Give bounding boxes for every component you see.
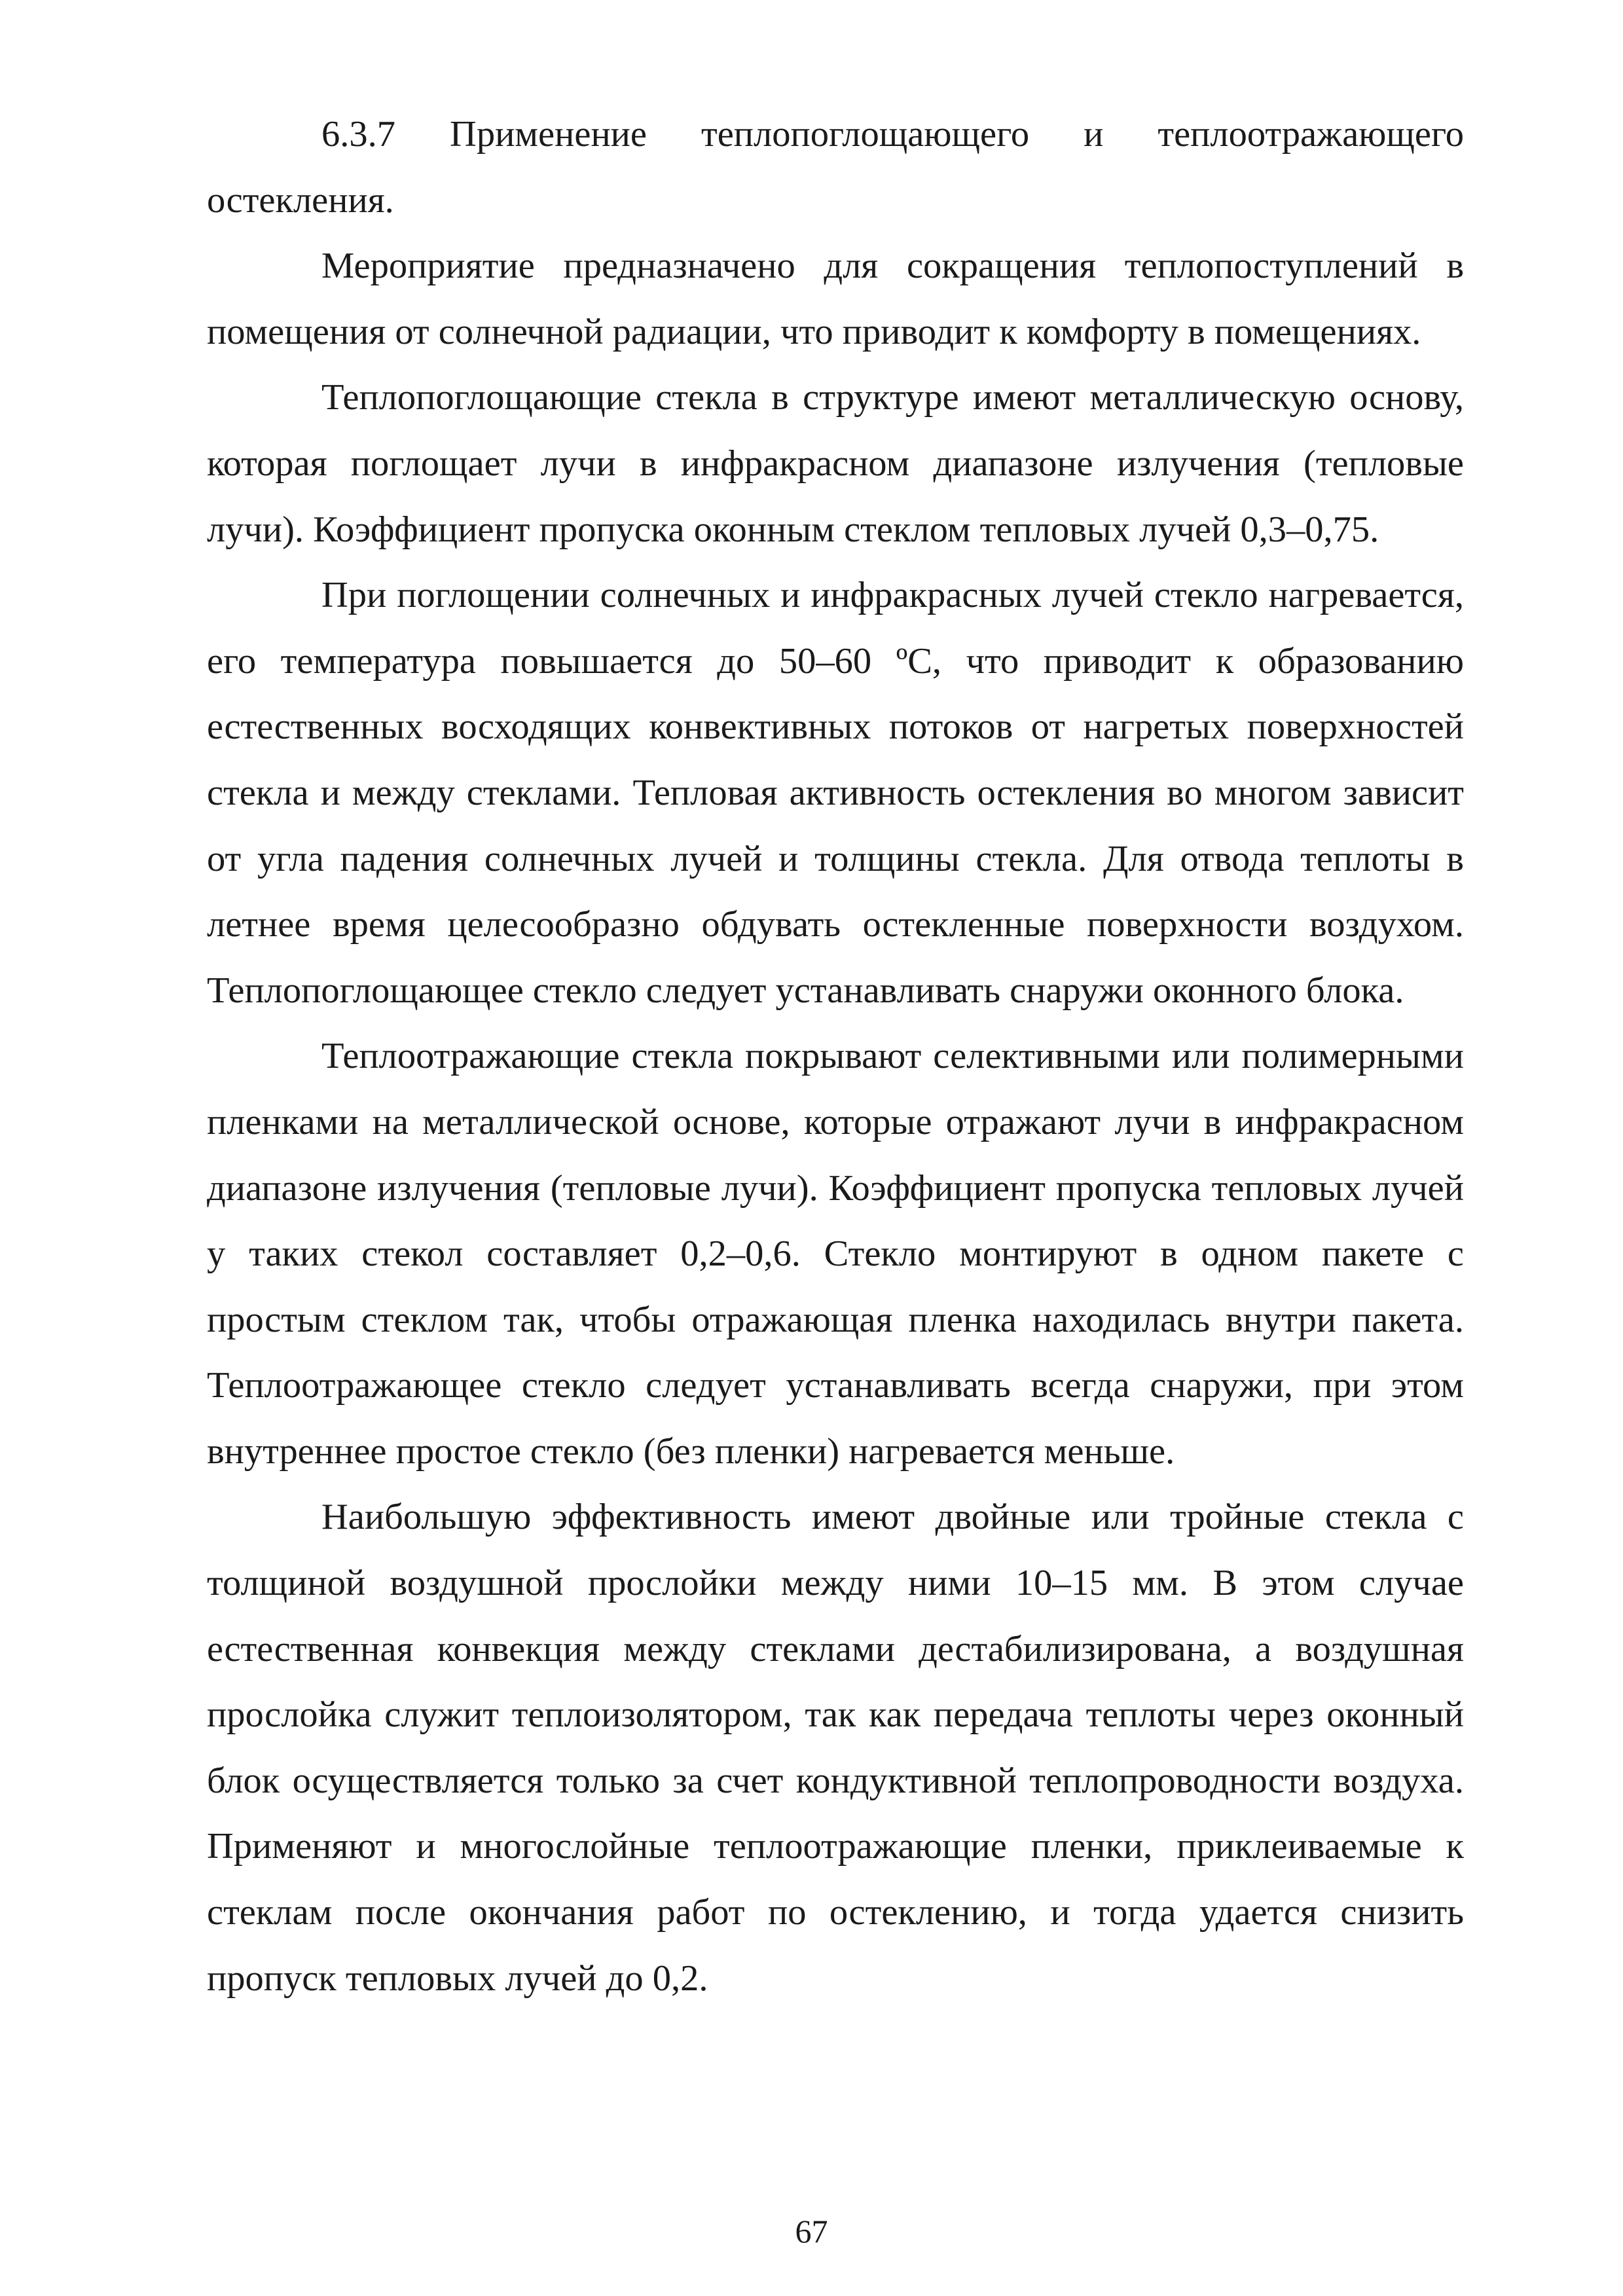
paragraph: Наибольшую эффективность имеют двойные или тройные стекла с толщиной воздушной прослойки между ними 10–15 мм. В этом случае естественная конвекция между стеклами дестабилизирована, а воздушная прослойка служит теплоизолятором, так как передача теплоты через оконный блок осуществляется только за счет кондуктивной теплопроводности воздуха. Применяют и многослойные теплоотражающие пленки, приклеиваемые к стеклам после окончания работ по остеклению, и тогда удается снизить пропуск тепловых лучей до 0,2. xyxy=(207,1497,1464,1999)
paragraph: Мероприятие предназначено для сокращения теплопоступлений в помещения от солнечной радиации, что приводит к комфорту в помещениях. xyxy=(207,246,1464,352)
section-number: 6.3.7 xyxy=(321,114,395,155)
section-title-continuation: остекления. xyxy=(207,179,394,221)
paragraph: Теплопоглощающие стекла в структуре имеют металлическую основу, которая поглощает лучи в инфракрасном диапазоне излучения (тепловые лучи). Коэффициент пропуска оконным стеклом тепловых лучей 0,3–0,75. xyxy=(207,377,1464,550)
paragraph: Теплоотражающие стекла покрывают селективными или полимерными пленками на металлической основе, которые отражают лучи в инфракрасном диапазоне излучения (тепловые лучи). Коэффициент пропуска тепловых лучей у таких стекол составляет 0,2–0,6. Стекло монтируют в одном пакете с простым стеклом так, чтобы отражающая пленка находилась внутри пакета. Теплоотражающее стекло следует устанавливать всегда снаружи, при этом внутреннее простое стекло (без пленки) нагревается меньше. xyxy=(207,1036,1464,1472)
section-title-word: Применение xyxy=(450,114,647,155)
section-title-word: теплоотражающего xyxy=(1158,114,1464,155)
section-title-word: теплопоглощающего xyxy=(701,114,1030,155)
paragraph: При поглощении солнечных и инфракрасных лучей стекло нагревается, его температура повышается до 50–60 ºС, что приводит к образованию естественных восходящих конвективных потоков от нагретых поверхностей стекла и между стеклами. Тепловая активность остекления во многом зависит от угла падения солнечных лучей и толщины стекла. Для отвода теплоты в летнее время целесообразно обдувать остекленные поверхности воздухом. Теплопоглощающее стекло следует устанавливать снаружи оконного блока. xyxy=(207,575,1464,1011)
page-body xyxy=(207,101,1464,2011)
page-number: 67 xyxy=(795,2213,828,2250)
section-title-word: и xyxy=(1084,114,1104,155)
section-heading xyxy=(207,101,1464,168)
